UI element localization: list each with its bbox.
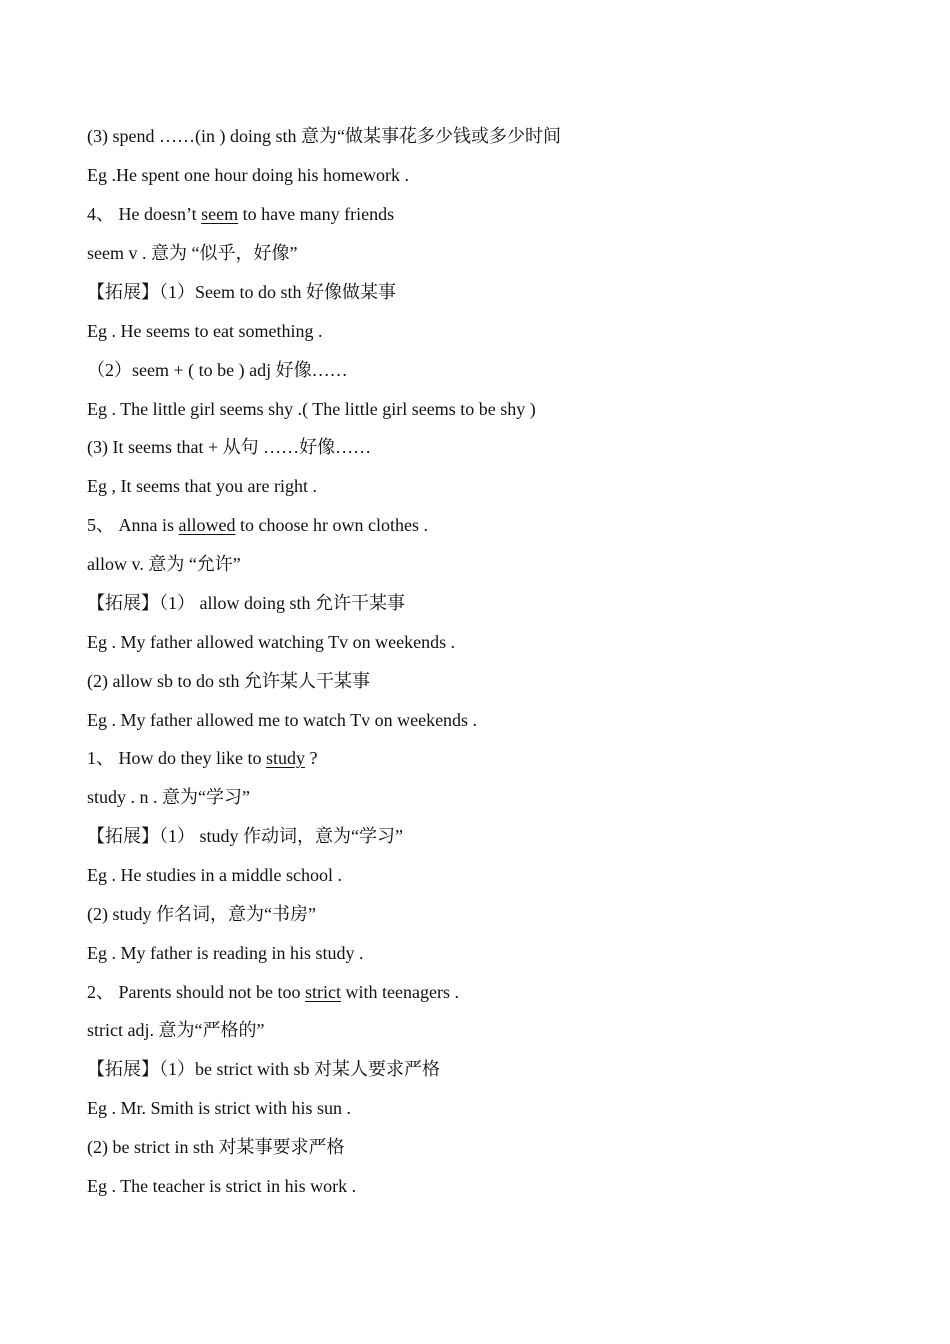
text-line: Eg . The teacher is strict in his work . — [87, 1176, 357, 1196]
text-line: (2) be strict in sth 对某事要求严格 — [87, 1137, 345, 1157]
text-line: study . n . 意为“学习” — [87, 787, 250, 807]
text-line: (3) It seems that + 从句 ……好像…… — [87, 437, 372, 457]
text-line: Eg , It seems that you are right . — [87, 476, 317, 496]
text-line: strict adj. 意为“严格的” — [87, 1020, 265, 1040]
text-line: (2) allow sb to do sth 允许某人干某事 — [87, 671, 370, 691]
text-line: Eg . Mr. Smith is strict with his sun . — [87, 1098, 352, 1118]
text-line: Eg .He spent one hour doing his homework . — [87, 165, 409, 185]
text-line: 5、 Anna is allowed to choose hr own clothes . — [87, 515, 428, 535]
text-line: 4、 He doesn’t seem to have many friends — [87, 204, 395, 224]
text-line: seem v . 意为 “似乎，好像” — [87, 243, 298, 263]
text-line: Eg . My father is reading in his study . — [87, 943, 364, 963]
text-line: 【拓展】（1） allow doing sth 允许干某事 — [87, 593, 405, 613]
underlined-keyword: allowed — [178, 515, 236, 535]
text-line: (2) study 作名词，意为“书房” — [87, 904, 316, 924]
underlined-keyword: strict — [305, 982, 341, 1002]
text-line: Eg . The little girl seems shy .( The little girl seems to be shy ) — [87, 399, 536, 419]
text-line: （2）seem + ( to be ) adj 好像…… — [87, 360, 348, 380]
text-line: Eg . My father allowed watching Tv on weekends . — [87, 632, 456, 652]
underlined-keyword: study — [265, 748, 305, 768]
text-line: 【拓展】（1） study 作动词，意为“学习” — [87, 826, 403, 846]
text-line: Eg . He studies in a middle school . — [87, 865, 342, 885]
text-line: allow v. 意为 “允许” — [87, 554, 241, 574]
text-line: 【拓展】（1）Seem to do sth 好像做某事 — [87, 282, 396, 302]
text-line: 1、 How do they like to study ? — [87, 748, 318, 768]
text-line: (3) spend ……(in ) doing sth 意为“做某事花多少钱或多少时间 — [87, 126, 561, 146]
text-line: Eg . He seems to eat something . — [87, 321, 323, 341]
text-line: 2、 Parents should not be too strict with teenagers . — [87, 982, 459, 1002]
underlined-keyword: seem — [201, 204, 239, 224]
text-line: 【拓展】（1）be strict with sb 对某人要求严格 — [87, 1059, 440, 1079]
text-line: Eg . My father allowed me to watch Tv on weekends . — [87, 710, 478, 730]
